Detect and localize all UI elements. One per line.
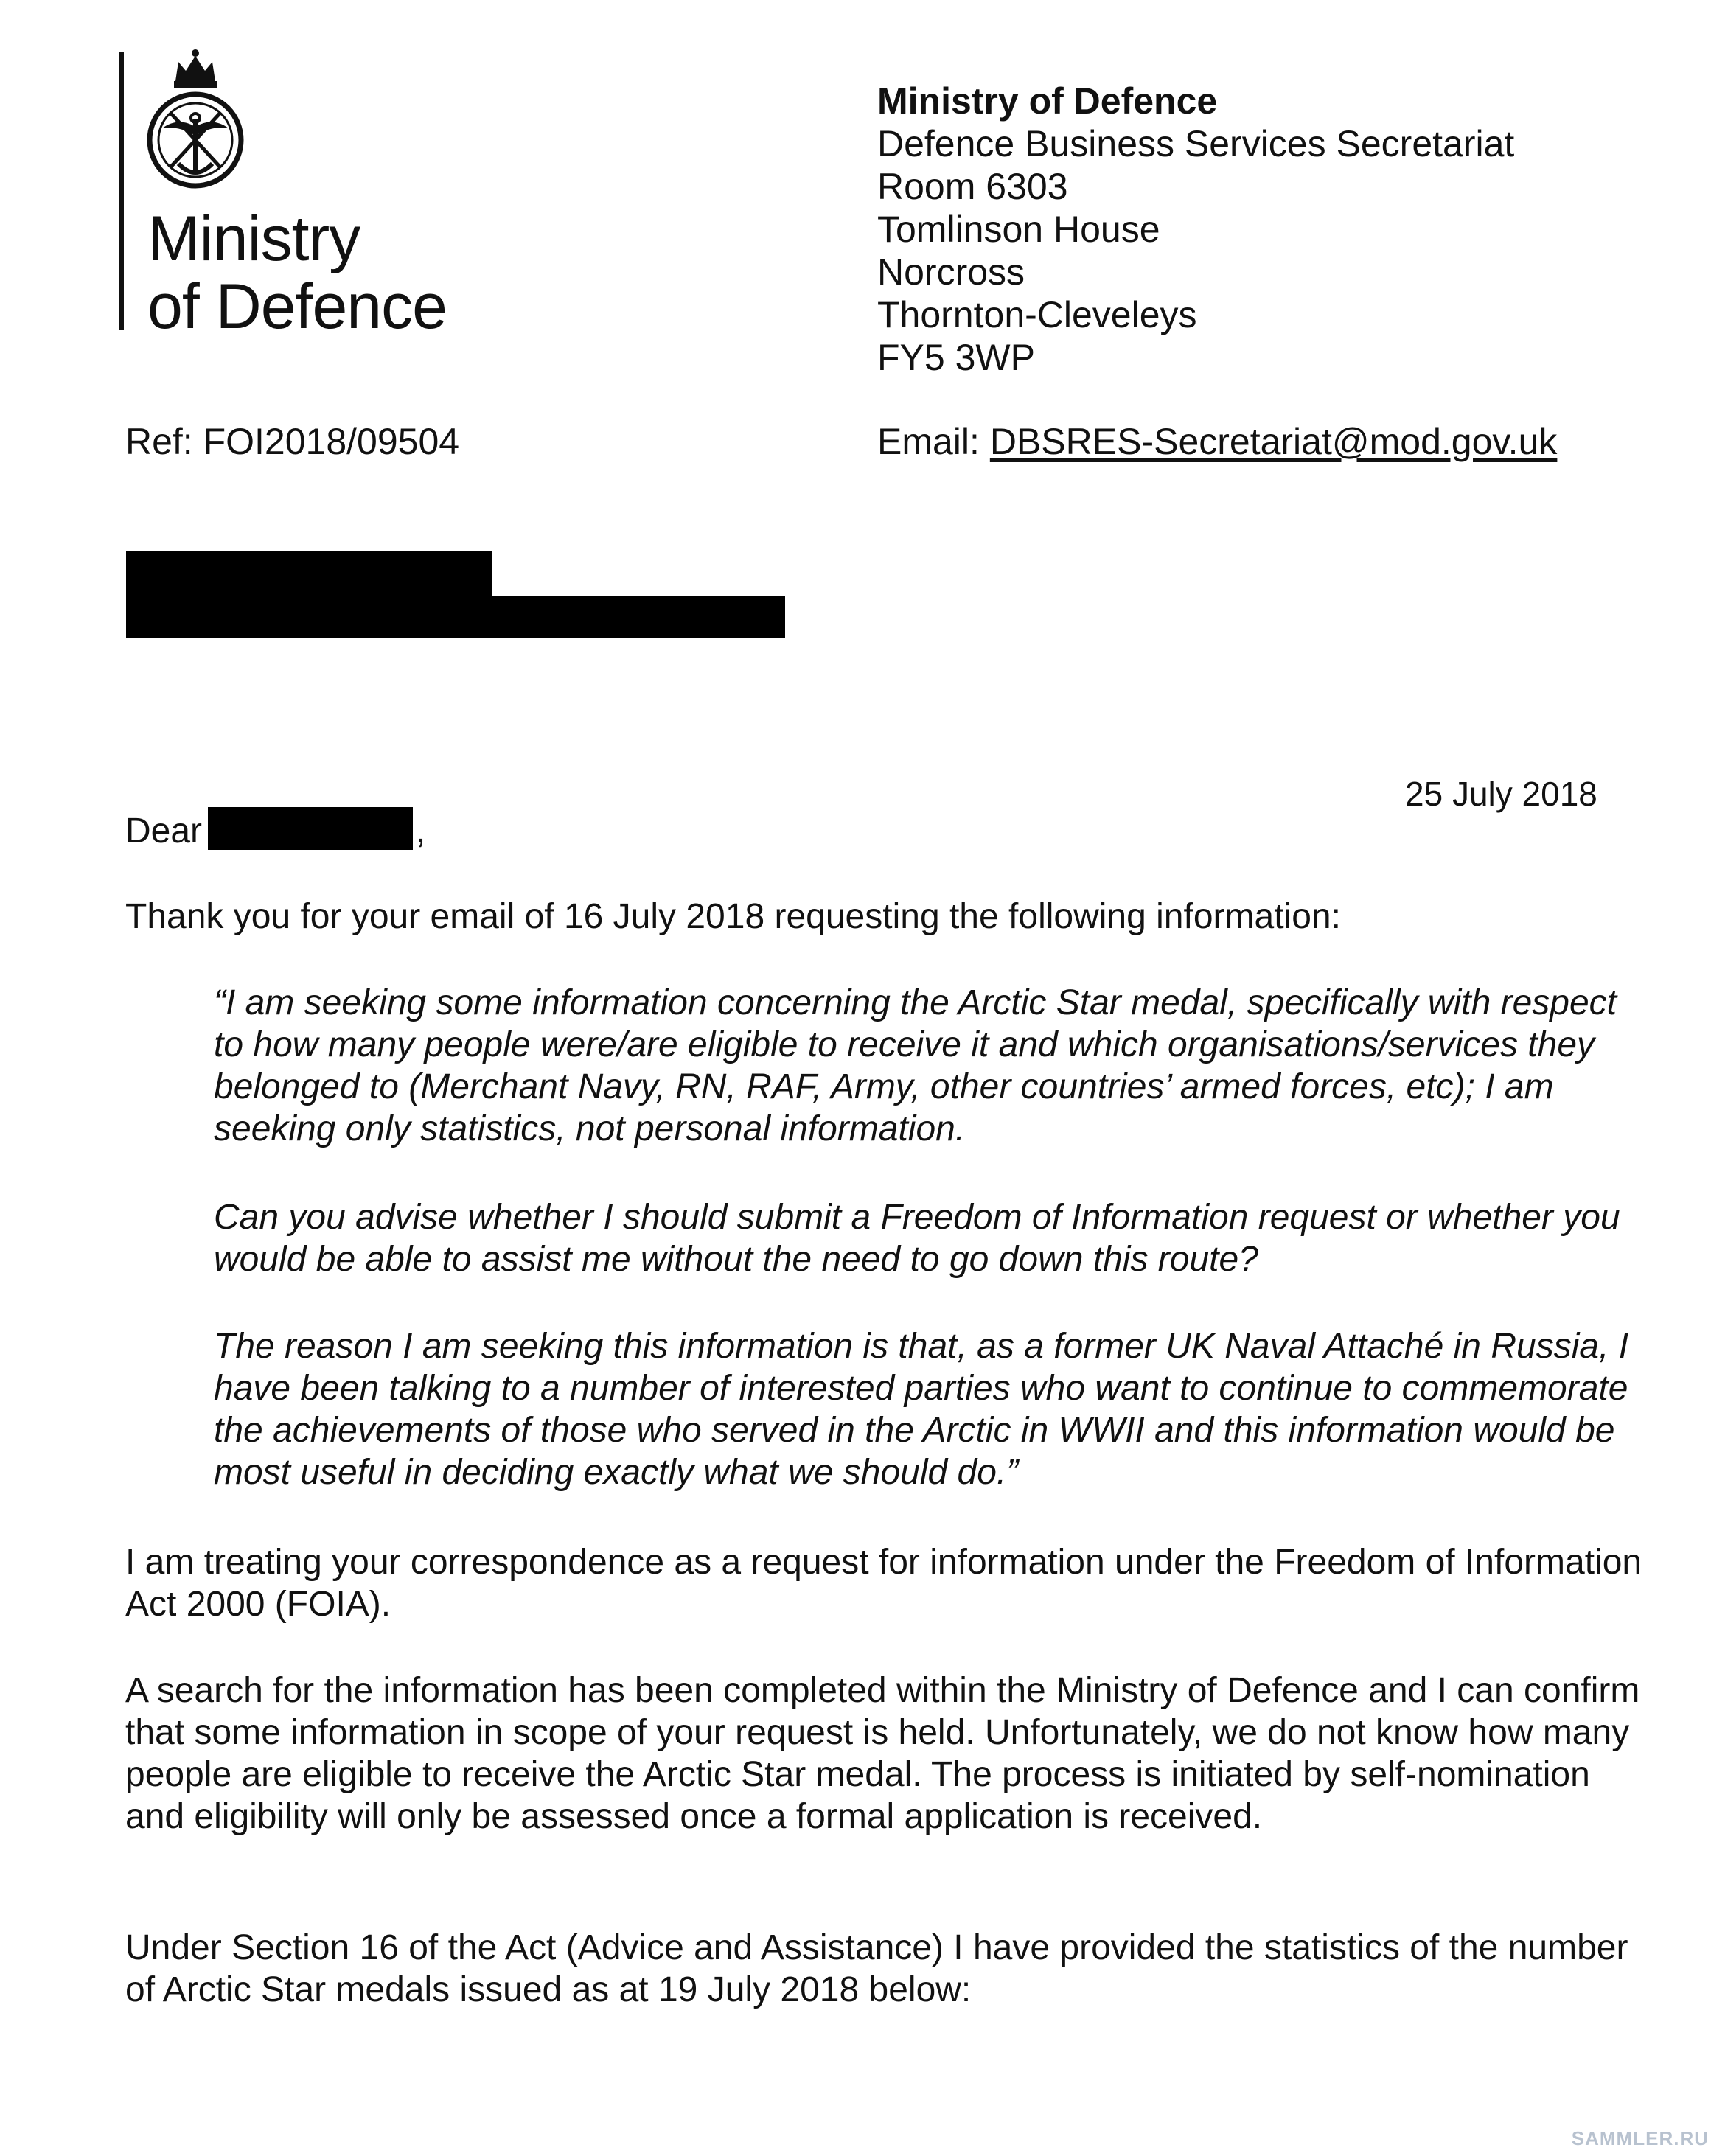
sender-org: Ministry of Defence xyxy=(877,80,1218,122)
logo-line-1: Ministry xyxy=(147,203,360,274)
email-link[interactable]: DBSRES-Secretariat@mod.gov.uk xyxy=(989,421,1558,462)
email-label: Email: xyxy=(877,421,980,462)
address-line: Norcross xyxy=(877,251,1025,293)
logo-rule xyxy=(119,52,124,330)
redacted-salutation-name xyxy=(208,807,413,850)
sender-address xyxy=(877,80,1514,379)
logo-wordmark xyxy=(147,205,447,341)
letter-date: 25 July 2018 xyxy=(1405,775,1597,813)
quote-paragraph: The reason I am seeking this information is that, as a former UK Naval Attaché in Russia, I have been talking to a number of interested parties who want to continue to commemorate the achievements of those who served in the Arctic in WWII and this information would be most useful in deciding exactly what we should do.” xyxy=(214,1327,1629,1492)
address-line: FY5 3WP xyxy=(877,337,1035,378)
body-paragraph: I am treating your correspondence as a request for information under the Freedom of Information Act 2000 (FOIA). xyxy=(125,1543,1642,1624)
watermark: SAMMLER.RU xyxy=(1571,2127,1709,2149)
redacted-recipient-address xyxy=(126,596,785,638)
address-line: Room 6303 xyxy=(877,166,1068,207)
mod-crest-icon xyxy=(140,46,251,200)
intro-paragraph: Thank you for your email of 16 July 2018 requesting the following information: xyxy=(125,897,1341,936)
address-line: Thornton-Cleveleys xyxy=(877,294,1197,335)
body-paragraph: A search for the information has been completed within the Ministry of Defence and I can confirm that some information in scope of your request is held. Unfortunately, we do not know how many people are eligible to receive the Arctic Star medal. The process is initiated by self-nomination and eligibility will only be assessed once a formal application is received. xyxy=(125,1671,1640,1836)
salutation-prefix: Dear xyxy=(125,812,203,851)
reference-number: Ref: FOI2018/09504 xyxy=(125,421,460,462)
email-line xyxy=(877,420,1557,463)
salutation xyxy=(125,811,425,854)
address-line: Defence Business Services Secretariat xyxy=(877,123,1515,164)
salutation-suffix: , xyxy=(416,812,426,851)
body-paragraph: Under Section 16 of the Act (Advice and Assistance) I have provided the statistics of the number of Arctic Star medals issued as at 19 July 2018 below: xyxy=(125,1928,1628,2009)
address-line: Tomlinson House xyxy=(877,209,1160,250)
quote-paragraph: Can you advise whether I should submit a Freedom of Information request or whether you would be able to assist me without the need to go down this route? xyxy=(214,1198,1620,1279)
logo-line-2: of Defence xyxy=(147,271,447,342)
quote-paragraph: “I am seeking some information concerning the Arctic Star medal, specifically with respect to how many people were/are eligible to receive it and which organisations/services they belonged to (Merchant Navy, RN, RAF, Army, other countries’ armed forces, etc); I am seeking only statistics, not personal information. xyxy=(214,983,1617,1148)
